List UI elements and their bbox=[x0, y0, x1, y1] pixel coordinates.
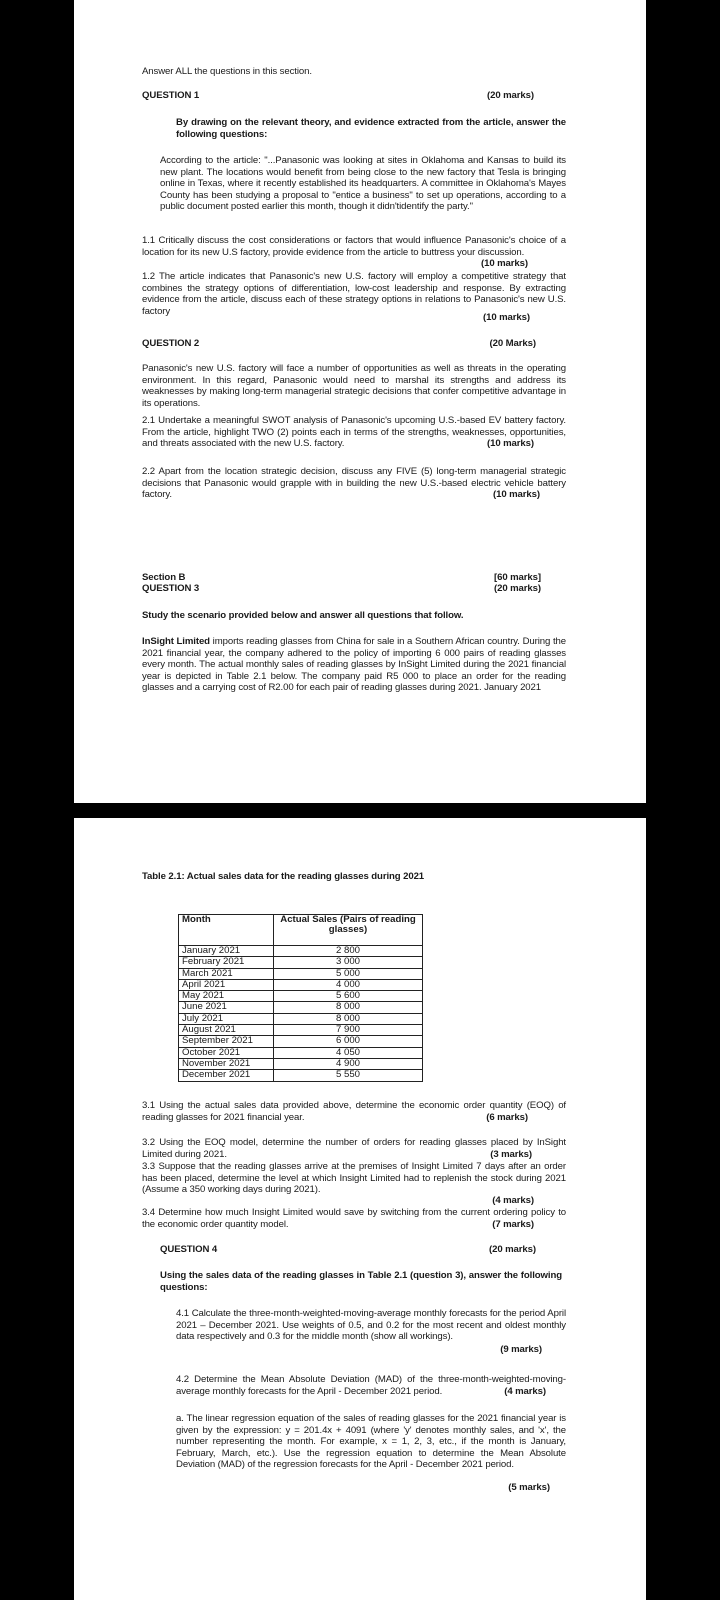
sales-cell: 6 000 bbox=[274, 1036, 423, 1047]
article-quote: According to the article: "...Panasonic was looking at sites in Oklahoma and Kansas to build its new plant. The locations would benefit from being close to the new factory that Tesla is bringing online in Texas, where it recently established its headquarters. A committee in Oklahoma's Mayes County has been studying a proposal to "entice a business" to set up operations, according to a public document posted earlier this month, though it didn'tidentify the party." bbox=[160, 155, 566, 212]
sales-cell: 5 000 bbox=[274, 968, 423, 979]
table-row bbox=[179, 1013, 423, 1024]
sales-cell: 2 800 bbox=[274, 946, 423, 957]
table-row bbox=[179, 991, 423, 1002]
question-2-intro: Panasonic's new U.S. factory will face a number of opportunities as well as threats in the operating environment. In this regard, Panasonic would need to marshal its strengths and address its weaknesses by making long-term managerial strategic decisions that confer competitive advantage in its operations. bbox=[142, 363, 566, 409]
month-cell: April 2021 bbox=[179, 979, 274, 990]
month-cell: February 2021 bbox=[179, 957, 274, 968]
question-3-instruction: Study the scenario provided below and answer all questions that follow. bbox=[142, 610, 464, 621]
month-cell: October 2021 bbox=[179, 1047, 274, 1058]
table-header-sales: Actual Sales (Pairs of reading glasses) bbox=[274, 915, 423, 946]
question-1-1-marks: (10 marks) bbox=[481, 258, 528, 269]
table-caption: Table 2.1: Actual sales data for the reading glasses during 2021 bbox=[142, 871, 425, 882]
question-1-1: 1.1 Critically discuss the cost considerations or factors that would influence Panasonic's choice of a location for its new U.S factory, provide evidence from the article to buttress your discussion. bbox=[142, 235, 566, 258]
question-2-title: QUESTION 2 bbox=[142, 338, 200, 349]
question-3-3-marks: (4 marks) bbox=[492, 1195, 534, 1206]
question-2-1: 2.1 Undertake a meaningful SWOT analysis of Panasonic's upcoming U.S.-based EV battery factory. From the article, highlight TWO (2) points each in terms of the strengths, weaknesses, opportunities, and threats associated with the new U.S. factory. bbox=[142, 415, 566, 449]
question-3-3: 3.3 Suppose that the reading glasses arrive at the premises of Insight Limited 7 days after an order has been placed, determine the level at which Insight Limited had to replenish the stock during 2021 (Assume a 350 working days during 2021). bbox=[142, 1161, 566, 1195]
question-1-title: QUESTION 1 bbox=[142, 90, 200, 101]
question-1-2-marks: (10 marks) bbox=[483, 312, 530, 323]
question-4-1: 4.1 Calculate the three-month-weighted-moving-average monthly forecasts for the period April 2021 – December 2021. Use weights of 0.5, and 0.2 for the most recent and oldest monthly data respectively and 0.3 for the middle month (show all workings). bbox=[176, 1308, 566, 1342]
section-b-marks: [60 marks] bbox=[494, 572, 541, 583]
table-row bbox=[179, 979, 423, 990]
month-cell: August 2021 bbox=[179, 1025, 274, 1036]
question-1-2: 1.2 The article indicates that Panasonic's new U.S. factory will employ a competitive strategy that combines the strategy options of differentiation, low-cost leadership and response. By extracting evidence from the article, discuss each of these strategy options in relations to Panasonic's new U.S. factory bbox=[142, 271, 566, 317]
table-row bbox=[179, 1058, 423, 1069]
question-2-marks: (20 Marks) bbox=[489, 338, 536, 349]
section-intro: Answer ALL the questions in this section. bbox=[142, 66, 312, 77]
question-3-2-marks: (3 marks) bbox=[490, 1149, 532, 1160]
scenario-text: imports reading glasses from China for sale in a Southern African country. During the 2021 financial year, the company adhered to the policy of importing 6 000 pairs of reading glasses every month. The actual monthly sales of reading glasses by InSight Limited during the 2021 financial year is depicted in Table 2.1 below. The company paid R5 000 to place an order for the reading glasses and a carrying cost of R2.00 for each pair of reading glasses during 2021. January 2021 bbox=[142, 636, 566, 693]
question-1-marks: (20 marks) bbox=[487, 90, 534, 101]
table-row bbox=[179, 1047, 423, 1058]
section-b-title: Section B bbox=[142, 572, 186, 583]
table-row bbox=[179, 1036, 423, 1047]
sales-cell: 8 000 bbox=[274, 1013, 423, 1024]
sales-cell: 5 550 bbox=[274, 1070, 423, 1081]
sales-cell: 7 900 bbox=[274, 1025, 423, 1036]
month-cell: June 2021 bbox=[179, 1002, 274, 1013]
sales-table bbox=[178, 914, 423, 1082]
question-2-1-marks: (10 marks) bbox=[487, 438, 534, 449]
question-3-1: 3.1 Using the actual sales data provided above, determine the economic order quantity (EOQ) of reading glasses for 2021 financial year. bbox=[142, 1100, 566, 1123]
question-3-1-marks: (6 marks) bbox=[486, 1112, 528, 1123]
question-2-2-marks: (10 marks) bbox=[493, 489, 540, 500]
month-cell: September 2021 bbox=[179, 1036, 274, 1047]
question-4-1-marks: (9 marks) bbox=[500, 1344, 542, 1355]
question-4-a: a. The linear regression equation of the sales of reading glasses for the 2021 financial year is given by the expression: y = 201.4x + 4091 (where 'y' denotes monthly sales, and 'x', the number representing the month. For example, x = 1, 2, 3, etc., if the month is January, February, March, etc.). Use the regression equation to determine the Mean Absolute Deviation (MAD) of the regression forecasts for the April - December 2021 period. bbox=[176, 1413, 566, 1470]
table-row bbox=[179, 946, 423, 957]
company-name: InSight Limited bbox=[142, 636, 210, 647]
month-cell: March 2021 bbox=[179, 968, 274, 979]
table-header-month: Month bbox=[179, 915, 274, 946]
month-cell: November 2021 bbox=[179, 1058, 274, 1069]
question-3-marks: (20 marks) bbox=[494, 583, 541, 594]
month-cell: January 2021 bbox=[179, 946, 274, 957]
table-row bbox=[179, 1002, 423, 1013]
question-4-title: QUESTION 4 bbox=[160, 1244, 218, 1255]
question-4-instruction: Using the sales data of the reading glasses in Table 2.1 (question 3), answer the following questions: bbox=[160, 1270, 562, 1293]
table-row bbox=[179, 968, 423, 979]
month-cell: July 2021 bbox=[179, 1013, 274, 1024]
sales-cell: 3 000 bbox=[274, 957, 423, 968]
table-header-row bbox=[179, 915, 423, 946]
sales-cell: 4 000 bbox=[274, 979, 423, 990]
document-page-2 bbox=[74, 818, 646, 1600]
document-page-1 bbox=[74, 0, 646, 803]
question-3-title: QUESTION 3 bbox=[142, 583, 200, 594]
question-3-scenario bbox=[142, 636, 566, 694]
question-3-2: 3.2 Using the EOQ model, determine the number of orders for reading glasses placed by InSight Limited during 2021. bbox=[142, 1137, 566, 1160]
table-row bbox=[179, 957, 423, 968]
table-row bbox=[179, 1070, 423, 1081]
question-1-instruction: By drawing on the relevant theory, and evidence extracted from the article, answer the following questions: bbox=[176, 117, 566, 140]
sales-cell: 8 000 bbox=[274, 1002, 423, 1013]
question-3-4: 3.4 Determine how much Insight Limited would save by switching from the current ordering policy to the economic order quantity model. bbox=[142, 1207, 566, 1230]
question-4-2-marks: (4 marks) bbox=[504, 1386, 546, 1397]
sales-cell: 4 900 bbox=[274, 1058, 423, 1069]
question-3-4-marks: (7 marks) bbox=[492, 1219, 534, 1230]
question-4-marks: (20 marks) bbox=[489, 1244, 536, 1255]
sales-cell: 5 600 bbox=[274, 991, 423, 1002]
question-4-2: 4.2 Determine the Mean Absolute Deviation (MAD) of the three-month-weighted-moving-average monthly forecasts for the April - December 2021 period. bbox=[176, 1374, 566, 1397]
question-2-2: 2.2 Apart from the location strategic decision, discuss any FIVE (5) long-term managerial strategic decisions that Panasonic would grapple with in building the new U.S.-based electric vehicle battery factory. bbox=[142, 466, 566, 500]
table-row bbox=[179, 1025, 423, 1036]
month-cell: December 2021 bbox=[179, 1070, 274, 1081]
sales-cell: 4 050 bbox=[274, 1047, 423, 1058]
month-cell: May 2021 bbox=[179, 991, 274, 1002]
question-4-a-marks: (5 marks) bbox=[508, 1482, 550, 1493]
